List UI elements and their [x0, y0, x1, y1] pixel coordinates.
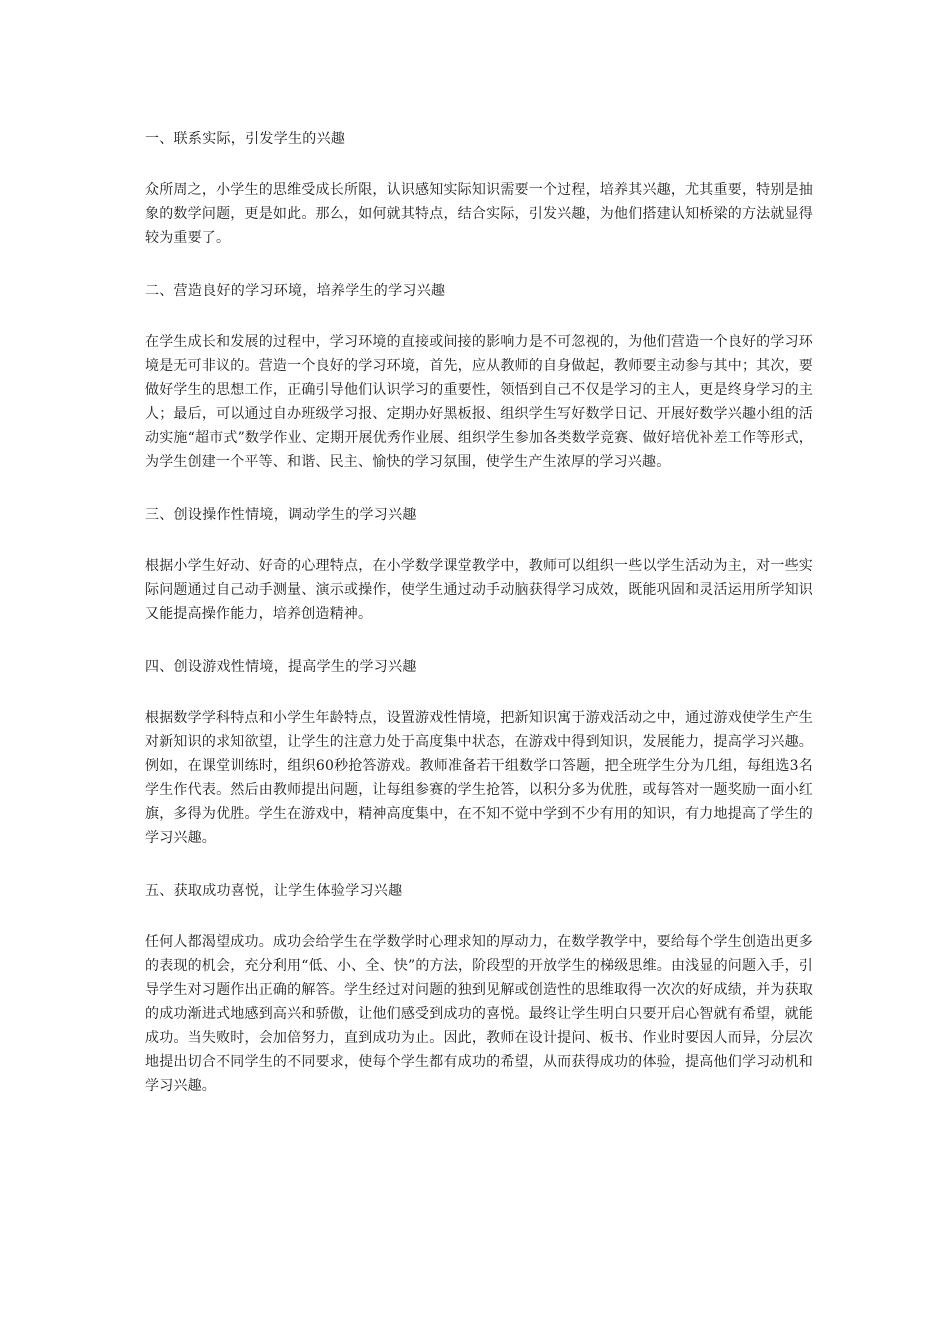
- section-heading: 二、营造良好的学习环境，培养学生的学习兴趣: [145, 283, 446, 299]
- section-5: [145, 880, 813, 1098]
- section-paragraph: 任何人都渴望成功。成功会给学生在学数学时心理求知的厚动力，在数学教学中，要给每个学生创造出更多的表现的机会，充分利用“低、小、全、快”的方法，阶段型的开放学生的梯级思维。由浅显的问题入手，引导学生对习题作出正确的解答。学生经过对问题的独到见解或创造性的思维取得一次次的好成绩，并为获取的成功渐进式地感到高兴和骄傲，让他们感受到成功的喜悦。最终让学生明白只要开启心智就有希望，就能成功。当失败时，会加倍努力，直到成功为止。因此，教师在设计提问、板书、作业时要因人而异，分层次地提出切合不同学生的不同要求，使每个学生都有成功的希望，从而获得成功的体验，提高他们学习动机和学习兴趣。: [145, 934, 813, 1094]
- section-paragraph: 在学生成长和发展的过程中，学习环境的直接或间接的影响力是不可忽视的，为他们营造一个良好的学习环境是无可非议的。营造一个良好的学习环境，首先，应从教师的自身做起，教师要主动参与其中；其次，要做好学生的思想工作，正确引导他们认识学习的重要性，领悟到自己不仅是学习的主人，更是终身学习的主人；最后，可以通过自办班级学习报、定期办好黑板报、组织学生写好数学日记、开展好数学兴趣小组的活动实施“超市式”数学作业、定期开展优秀作业展、组织学生参加各类数学竞赛、做好培优补差工作等形式，为学生创建一个平等、和谐、民主、愉快的学习氛围，使学生产生浓厚的学习兴趣。: [145, 334, 813, 470]
- section-paragraph: 根据数学学科特点和小学生年龄特点，设置游戏性情境，把新知识寓于游戏活动之中，通过游戏使学生产生对新知识的求知欲望，让学生的注意力处于高度集中状态，在游戏中得到知识，发展能力，提高学习兴趣。例如，在课堂训练时，组织60秒抢答游戏。教师准备若干组数学口答题，把全班学生分为几组，每组选3名学生作代表。然后由教师提出问题，让每组参赛的学生抢答，以积分多为优胜，或每答对一题奖励一面小红旗，多得为优胜。学生在游戏中，精神高度集中，在不知不觉中学到不少有用的知识，有力地提高了学生的学习兴趣。: [145, 710, 813, 846]
- section-1: [145, 128, 813, 250]
- section-3: [145, 504, 813, 626]
- section-4: [145, 656, 813, 850]
- section-heading: 五、获取成功喜悦，让学生体验学习兴趣: [145, 883, 403, 899]
- document-page: [145, 112, 813, 1128]
- section-heading: 一、联系实际，引发学生的兴趣: [145, 131, 346, 147]
- section-paragraph: 根据小学生好动、好奇的心理特点，在小学数学课堂教学中，教师可以组织一些以学生活动为主，对一些实际问题通过自己动手测量、演示或操作，使学生通过动手动脑获得学习成效，既能巩固和灵活运用所学知识又能提高操作能力，培养创造精神。: [145, 558, 813, 622]
- section-paragraph: 众所周之，小学生的思维受成长所限，认识感知实际知识需要一个过程，培养其兴趣，尤其重要，特别是抽象的数学问题，更是如此。那么，如何就其特点，结合实际，引发兴趣，为他们搭建认知桥梁的方法就显得较为重要了。: [145, 182, 813, 246]
- section-heading: 四、创设游戏性情境，提高学生的学习兴趣: [145, 659, 417, 675]
- section-2: [145, 280, 813, 474]
- section-heading: 三、创设操作性情境，调动学生的学习兴趣: [145, 507, 417, 523]
